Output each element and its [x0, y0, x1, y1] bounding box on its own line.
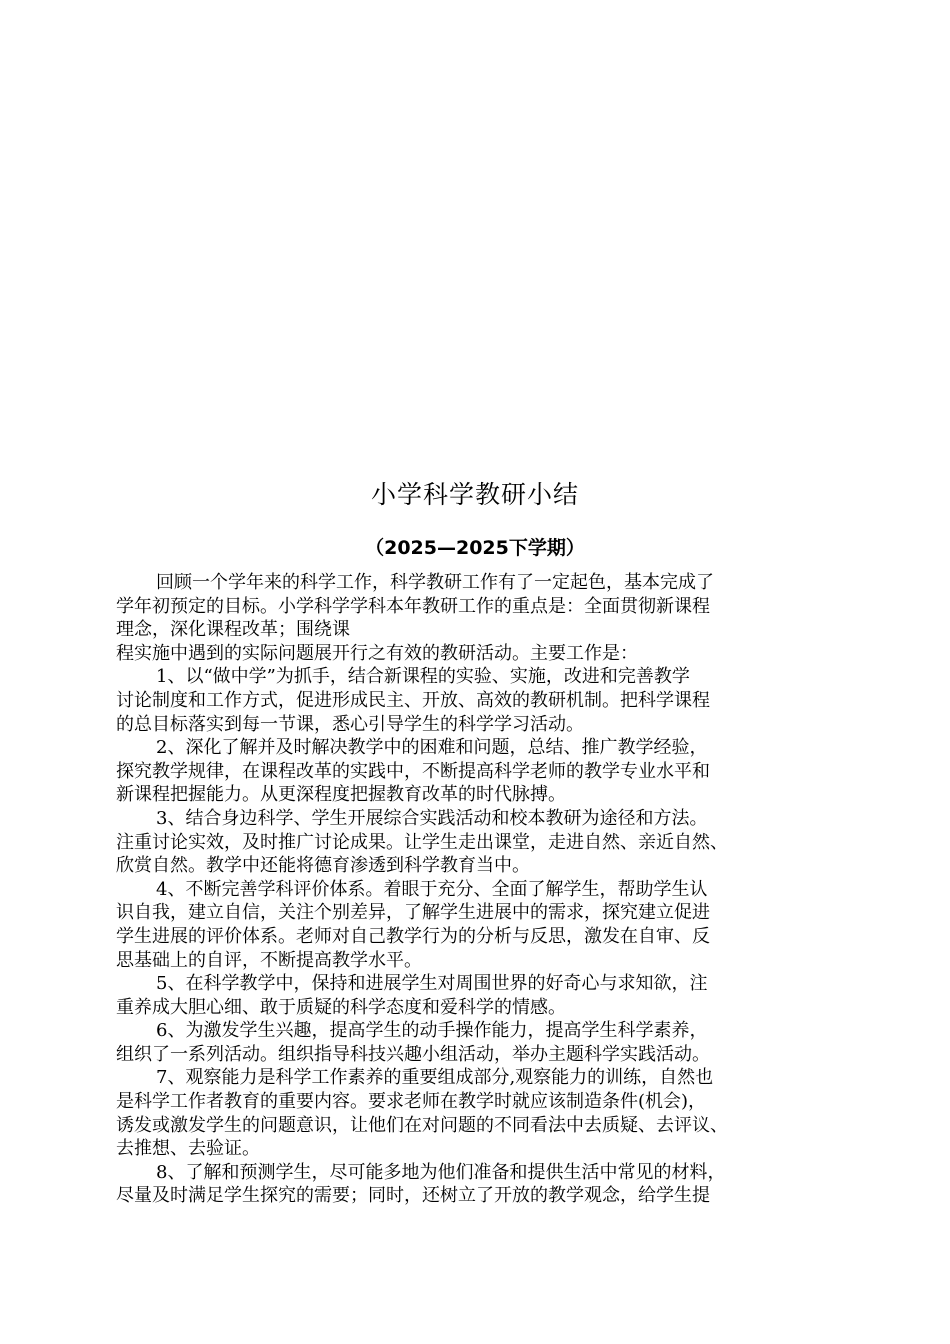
- text-line: 识自我，建立自信，关注个别差异，了解学生进展中的需求，探究建立促进: [116, 902, 710, 924]
- text-line: 学生进展的评价体系。老师对自己教学行为的分析与反思，激发在自审、反: [116, 925, 710, 947]
- text-line: 回顾一个学年来的科学工作，科学教研工作有了一定起色，基本完成了: [156, 572, 714, 593]
- text-line: 2、深化了解并及时解决教学中的困难和问题，总结、推广教学经验，: [156, 737, 708, 759]
- document-body: [116, 571, 876, 1208]
- text-line: 思基础上的自评，不断提高教学水平。: [116, 949, 422, 971]
- text-line: 重养成大胆心细、敢于质疑的科学态度和爱科学的情感。: [116, 996, 566, 1018]
- text-line: 新课程把握能力。从更深程度把握教育改革的时代脉搏。: [116, 784, 566, 806]
- text-line: 探究教学规律，在课程改革的实践中，不断提高科学老师的教学专业水平和: [116, 760, 710, 782]
- text-line: 4、不断完善学科评价体系。着眼于充分、全面了解学生，帮助学生认: [156, 878, 708, 900]
- text-line: 学年初预定的目标。小学科学学科本年教研工作的重点是：全面贯彻新课程: [116, 595, 710, 617]
- text-line: 诱发或激发学生的问题意识，让他们在对问题的不同看法中去质疑、去评议、: [116, 1114, 728, 1136]
- document-subtitle: （2025—2025下学期）: [365, 537, 585, 559]
- text-line: 5、在科学教学中，保持和进展学生对周围世界的好奇心与求知欲，注: [156, 973, 708, 995]
- text-line: 3、结合身边科学、学生开展综合实践活动和校本教研为途径和方法。: [156, 807, 708, 829]
- text-line: 是科学工作者教育的重要内容。要求老师在教学时就应该制造条件(机会)，: [116, 1091, 707, 1113]
- text-line: 程实施中遇到的实际问题展开行之有效的教研活动。主要工作是：: [116, 642, 638, 664]
- text-line: 尽量及时满足学生探究的需要；同时，还树立了开放的教学观念，给学生提: [116, 1185, 710, 1207]
- text-line: 组织了一系列活动。组织指导科技兴趣小组活动，举办主题科学实践活动。: [116, 1043, 710, 1065]
- text-line: 6、为激发学生兴趣，提高学生的动手操作能力，提高学生科学素养，: [156, 1020, 708, 1042]
- text-line: 的总目标落实到每一节课，悉心引导学生的科学学习活动。: [116, 713, 584, 735]
- text-line: 讨论制度和工作方式，促进形成民主、开放、高效的教研机制。把科学课程: [116, 689, 710, 711]
- text-line: 注重讨论实效，及时推广讨论成果。让学生走出课堂，走进自然、亲近自然、: [116, 831, 728, 853]
- text-line: 8、了解和预测学生，尽可能多地为他们准备和提供生活中常见的材料，: [156, 1161, 726, 1183]
- text-line: 7、观察能力是科学工作素养的重要组成部分,观察能力的训练，自然也: [156, 1067, 714, 1089]
- text-line: 去推想、去验证。: [116, 1138, 260, 1160]
- text-line: 1、以“做中学”为抓手，结合新课程的实验、实施，改进和完善教学: [156, 666, 690, 688]
- document-title: 小学科学教研小结: [370, 480, 579, 509]
- text-line: 欣赏自然。教学中还能将德育渗透到科学教育当中。: [116, 855, 530, 877]
- text-line: 理念，深化课程改革；围绕课: [116, 619, 350, 641]
